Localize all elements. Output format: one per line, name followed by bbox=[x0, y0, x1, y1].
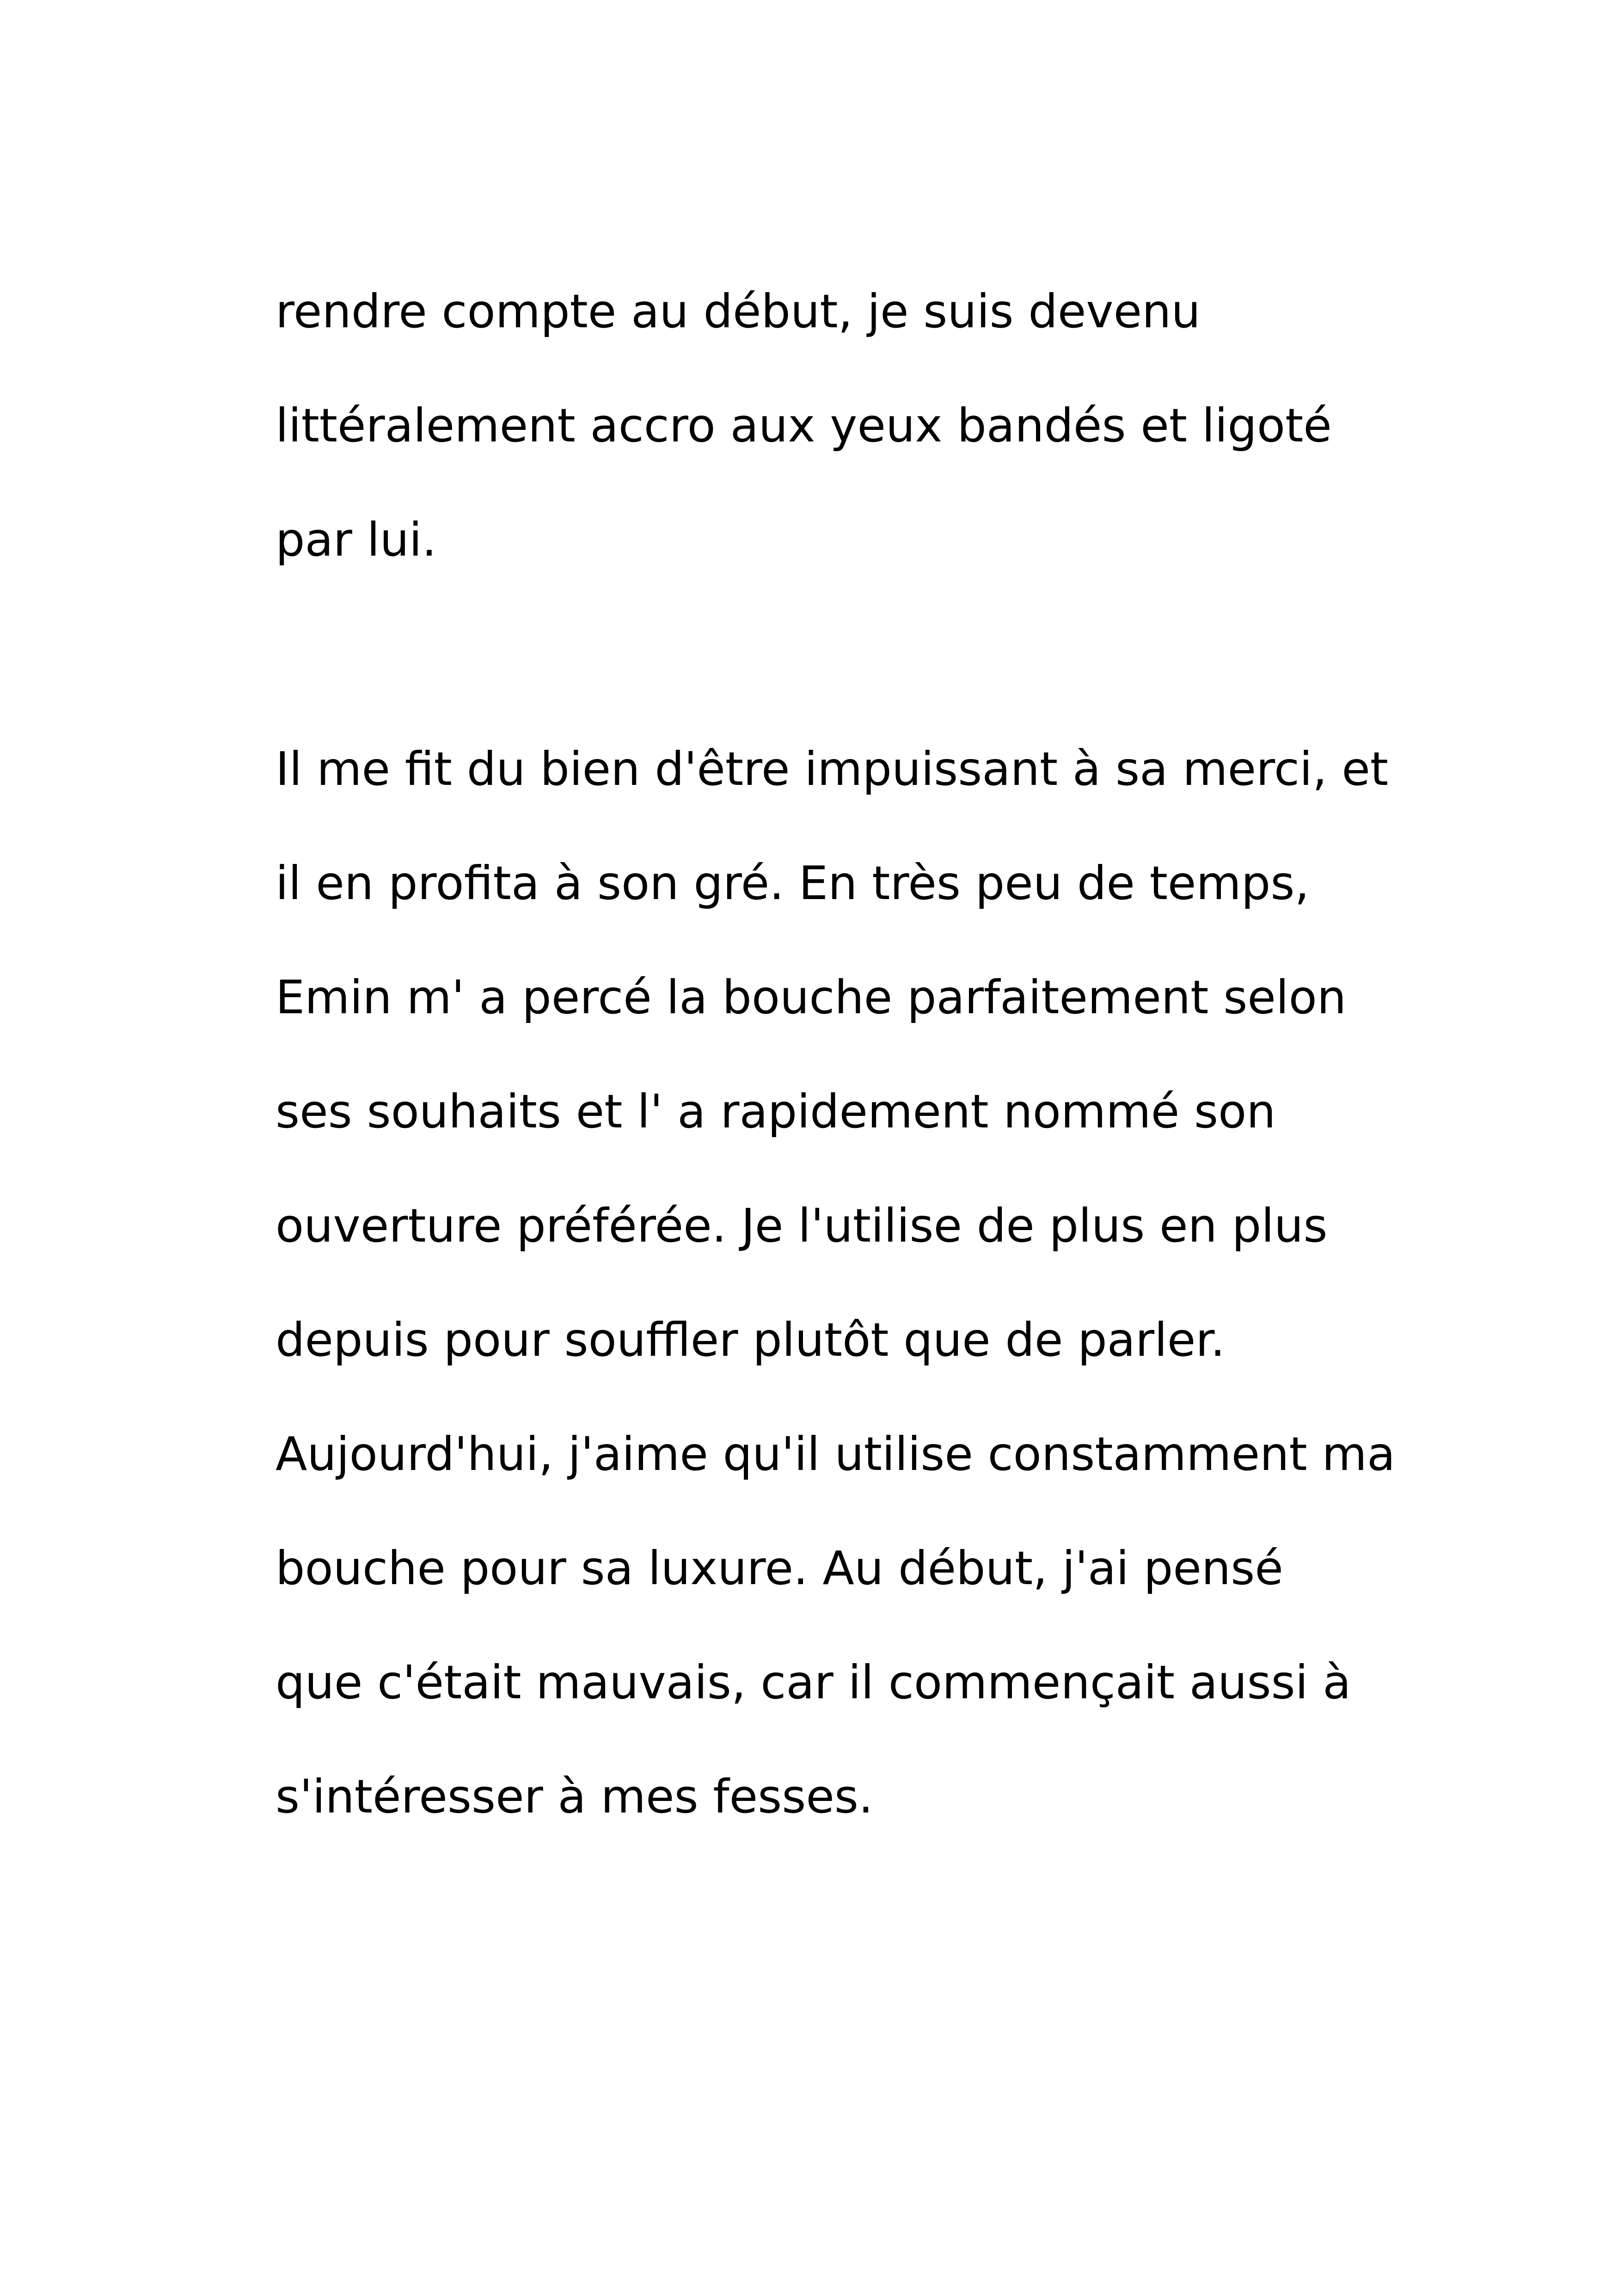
text-line: Il me fit du bien d'être impuissant à sa merci, et bbox=[276, 742, 1389, 796]
text-line: littéralement accro aux yeux bandés et ligoté bbox=[276, 398, 1332, 453]
paragraph-1 bbox=[276, 254, 1431, 597]
text-line: que c'était mauvais, car il commençait aussi à bbox=[276, 1655, 1351, 1709]
text-line: depuis pour souffler plutôt que de parler. bbox=[276, 1313, 1226, 1367]
text-line: rendre compte au début, je suis devenu bbox=[276, 284, 1201, 338]
text-line: Aujourd'hui, j'aime qu'il utilise constamment ma bbox=[276, 1427, 1396, 1481]
paragraph-2 bbox=[276, 712, 1431, 1854]
text-line: par lui. bbox=[276, 513, 437, 567]
text-line: ouverture préférée. Je l'utilise de plus en plus bbox=[276, 1199, 1328, 1253]
text-line: bouche pour sa luxure. Au début, j'ai pensé bbox=[276, 1541, 1283, 1595]
text-line: il en profita à son gré. En très peu de temps, bbox=[276, 856, 1310, 910]
text-line: Emin m' a percé la bouche parfaitement selon bbox=[276, 970, 1347, 1024]
text-line: s'intéresser à mes fesses. bbox=[276, 1769, 873, 1824]
text-line: ses souhaits et l' a rapidement nommé son bbox=[276, 1084, 1276, 1139]
